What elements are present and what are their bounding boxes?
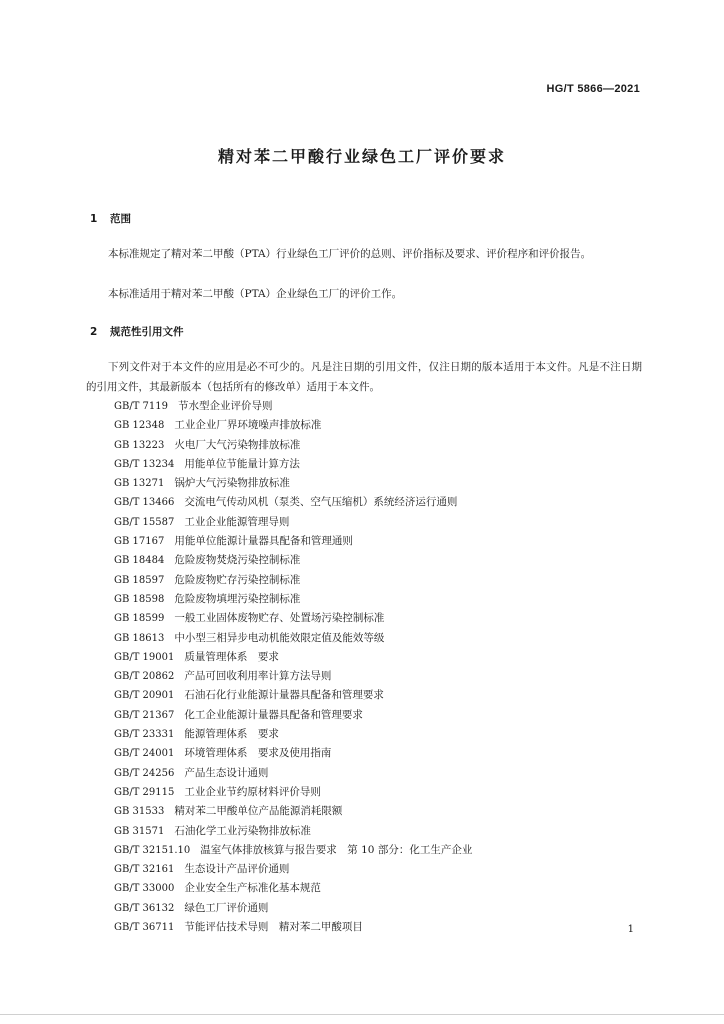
reference-title: 绿色工厂评价通则 (184, 901, 269, 914)
reference-code: GB/T 20862 (114, 671, 175, 683)
reference-code: GB/T 36132 (114, 902, 175, 914)
reference-code: GB/T 24001 (114, 748, 175, 760)
reference-title: 温室气体排放核算与报告要求 第 10 部分：化工生产企业 (200, 843, 473, 856)
reference-code: GB 13223 (114, 439, 165, 451)
reference-code: GB/T 15587 (114, 516, 175, 528)
reference-item (114, 629, 472, 648)
reference-code: GB/T 19001 (114, 651, 175, 663)
reference-item (114, 686, 472, 705)
reference-item (114, 725, 472, 744)
section-heading-text: 规范性引用文件 (110, 326, 184, 338)
references-intro-paragraph: 下列文件对于本文件的应用是必不可少的。凡是注日期的引用文件，仅注日期的版本适用于本文件。凡是不注日期的引用文件，其最新版本（包括所有的修改单）适用于本文件。 (86, 361, 642, 393)
reference-title: 一般工业固体废物贮存、处置场污染控制标准 (174, 612, 385, 625)
section-1-heading (90, 211, 131, 226)
reference-item (114, 802, 472, 821)
reference-item (114, 879, 472, 898)
reference-code: GB 31571 (114, 825, 165, 837)
reference-title: 危险废物贮存污染控制标准 (174, 573, 301, 586)
document-title: 精对苯二甲酸行业绿色工厂评价要求 (217, 147, 506, 166)
reference-code: GB/T 33000 (114, 883, 175, 895)
reference-item (114, 571, 472, 590)
reference-title: 产品生态设计通则 (184, 766, 269, 779)
reference-code: GB 17167 (114, 536, 165, 548)
document-code: HG/T 5866—2021 (546, 83, 640, 95)
reference-item (114, 783, 472, 802)
reference-title: 产品可回收利用率计算方法导则 (184, 670, 332, 683)
reference-item (114, 474, 472, 493)
reference-title: 工业企业厂界环境噪声排放标准 (174, 419, 322, 432)
reference-code: GB/T 23331 (114, 729, 175, 741)
reference-item (114, 918, 472, 937)
reference-item (114, 416, 472, 435)
reference-code: GB 31533 (114, 806, 165, 818)
reference-title: 工业企业能源管理导则 (184, 515, 290, 528)
reference-code: GB/T 7119 (114, 401, 169, 412)
scope-paragraph-1: 本标准规定了精对苯二甲酸（PTA）行业绿色工厂评价的总则、评价指标及要求、评价程序和评价报告。 (108, 248, 592, 260)
reference-code: GB/T 13234 (114, 458, 175, 470)
reference-title: 火电厂大气污染物排放标准 (174, 438, 301, 451)
reference-title: 危险废物填埋污染控制标准 (174, 592, 301, 605)
reference-title: 用能单位能源计量器具配备和管理通则 (174, 535, 353, 548)
reference-code: GB/T 36711 (114, 922, 175, 934)
reference-title: 能源管理体系 要求 (184, 728, 279, 741)
reference-title: 化工企业能源计量器具配备和管理要求 (184, 708, 363, 721)
reference-item (114, 860, 472, 879)
reference-title: 环境管理体系 要求及使用指南 (184, 747, 332, 760)
normative-references-list (114, 397, 472, 937)
reference-title: 质量管理体系 要求 (184, 650, 279, 663)
reference-title: 精对苯二甲酸单位产品能源消耗限额 (174, 805, 343, 818)
reference-item (114, 397, 472, 416)
section-number: 1 (90, 213, 98, 225)
section-2-heading (90, 324, 184, 339)
reference-code: GB/T 32161 (114, 864, 175, 876)
reference-code: GB/T 21367 (114, 709, 175, 721)
reference-code: GB/T 32151.10 (114, 844, 191, 856)
reference-code: GB/T 29115 (114, 786, 175, 798)
reference-code: GB/T 24256 (114, 767, 175, 779)
reference-title: 节水型企业评价导则 (178, 400, 273, 412)
reference-item (114, 609, 472, 628)
reference-code: GB 18598 (114, 593, 165, 605)
reference-code: GB/T 20901 (114, 690, 175, 702)
reference-item (114, 648, 472, 667)
reference-item (114, 764, 472, 783)
reference-title: 节能评估技术导则 精对苯二甲酸项目 (184, 921, 363, 934)
reference-item (114, 841, 472, 860)
reference-item (114, 899, 472, 918)
scope-paragraph-2: 本标准适用于精对苯二甲酸（PTA）企业绿色工厂的评价工作。 (108, 288, 403, 300)
reference-title: 石油石化行业能源计量器具配备和管理要求 (184, 689, 384, 702)
reference-title: 企业安全生产标准化基本规范 (184, 882, 321, 895)
reference-title: 中小型三相异步电动机能效限定值及能效等级 (174, 631, 385, 644)
reference-code: GB/T 13466 (114, 497, 175, 509)
page-number: 1 (627, 924, 634, 935)
reference-item (114, 667, 472, 686)
reference-title: 锅炉大气污染物排放标准 (174, 477, 290, 490)
reference-code: GB 18484 (114, 555, 165, 567)
reference-item (114, 455, 472, 474)
reference-code: GB 18597 (114, 574, 165, 586)
reference-item (114, 590, 472, 609)
reference-title: 危险废物焚烧污染控制标准 (174, 554, 301, 567)
reference-code: GB 13271 (114, 478, 165, 490)
reference-item (114, 551, 472, 570)
section-number: 2 (90, 326, 98, 338)
reference-title: 工业企业节约原材料评价导则 (184, 785, 321, 798)
reference-item (114, 436, 472, 455)
reference-title: 生态设计产品评价通则 (184, 863, 290, 876)
reference-title: 用能单位节能量计算方法 (184, 457, 300, 470)
reference-item (114, 706, 472, 725)
reference-code: GB 12348 (114, 420, 165, 432)
reference-title: 石油化学工业污染物排放标准 (174, 824, 311, 837)
reference-item (114, 532, 472, 551)
reference-code: GB 18599 (114, 613, 165, 625)
reference-item (114, 513, 472, 532)
reference-title: 交流电气传动风机（泵类、空气压缩机）系统经济运行通则 (184, 496, 458, 509)
reference-item (114, 493, 472, 512)
page-bottom-rule (0, 1014, 724, 1015)
reference-item (114, 744, 472, 763)
reference-code: GB 18613 (114, 632, 165, 644)
section-heading-text: 范围 (110, 213, 131, 225)
reference-item (114, 822, 472, 841)
